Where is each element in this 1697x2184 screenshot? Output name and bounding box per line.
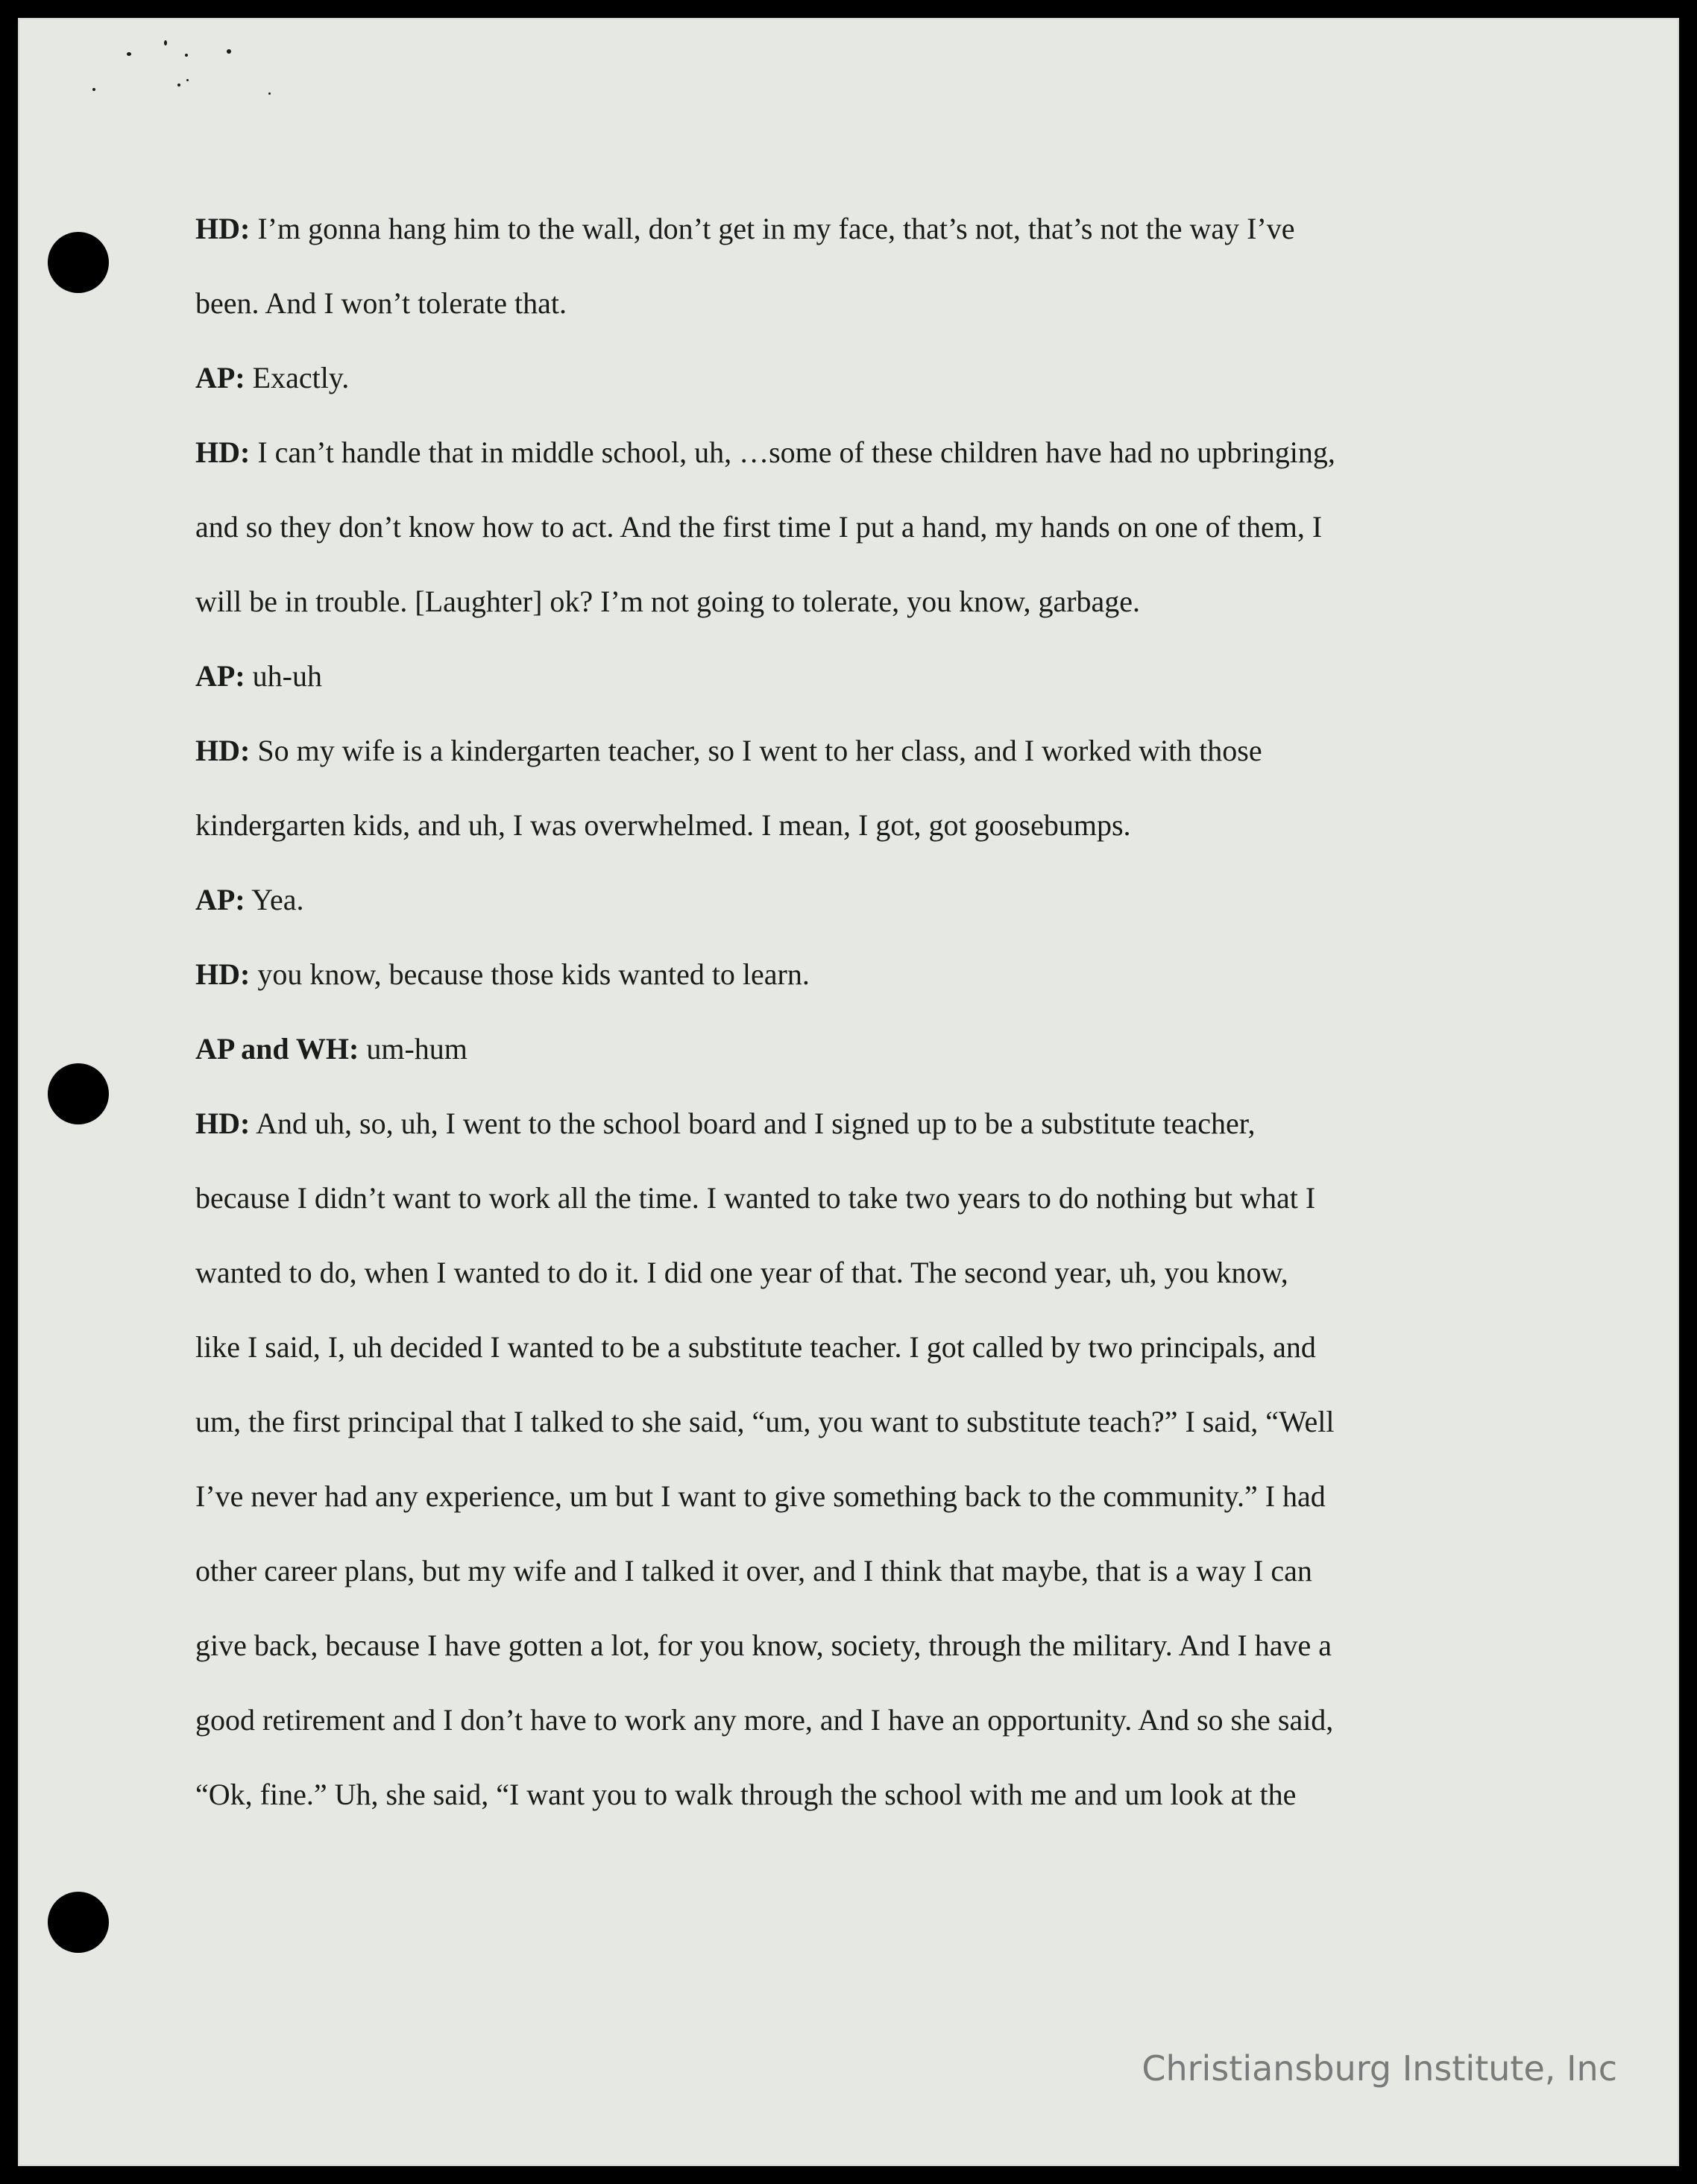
line-text: Yea. (251, 883, 304, 916)
transcript-paragraph (195, 937, 1508, 1012)
watermark-text: Christiansburg Institute, Inc (1142, 2048, 1617, 2089)
transcript-line (195, 1608, 1508, 1683)
transcript-line (195, 1236, 1508, 1310)
line-text: good retirement and I don’t have to work any more, and I have an opportunity. And so she said, (195, 1703, 1334, 1737)
speaker-label: HD: (195, 1107, 251, 1140)
speaker-label: AP: (195, 883, 245, 916)
ink-speck (177, 84, 180, 86)
ink-speck (127, 52, 131, 56)
line-text: I’ve never had any experience, um but I want to give something back to the community.” I had (195, 1479, 1326, 1513)
line-text: I can’t handle that in middle school, uh, …some of these children have had no upbringing, (257, 435, 1335, 469)
speaker-label: HD: (195, 734, 251, 767)
line-text: I’m gonna hang him to the wall, don’t get in my face, that’s not, that’s not the way I’ve (257, 212, 1295, 245)
ink-speck (185, 54, 188, 57)
transcript-paragraph (195, 1012, 1508, 1086)
line-text: will be in trouble. [Laughter] ok? I’m not going to tolerate, you know, garbage. (195, 585, 1141, 618)
transcript-line (195, 1385, 1508, 1459)
line-text: other career plans, but my wife and I talked it over, and I think that maybe, that is a way I can (195, 1554, 1312, 1587)
line-text: give back, because I have gotten a lot, for you know, society, through the military. And I have a (195, 1628, 1332, 1662)
speaker-label: HD: (195, 957, 251, 991)
transcript-line (195, 788, 1508, 863)
ink-speck (92, 88, 95, 91)
speaker-label: AP: (195, 361, 245, 394)
line-text: Exactly. (252, 361, 350, 394)
line-text: um-hum (366, 1032, 467, 1066)
line-text: because I didn’t want to work all the time. I wanted to take two years to do nothing but what I (195, 1181, 1316, 1215)
ink-speck (186, 79, 189, 81)
ink-speck (227, 49, 231, 54)
transcript-paragraph (195, 415, 1508, 639)
transcript-paragraph (195, 341, 1508, 415)
transcript-line (195, 937, 1508, 1012)
speaker-label: AP and WH: (195, 1032, 359, 1066)
line-text: kindergarten kids, and uh, I was overwhelmed. I mean, I got, got goosebumps. (195, 808, 1131, 842)
transcript-line (195, 490, 1508, 564)
line-text: And uh, so, uh, I went to the school board and I signed up to be a substitute teacher, (256, 1107, 1256, 1140)
line-text: wanted to do, when I wanted to do it. I did one year of that. The second year, uh, you know, (195, 1256, 1288, 1289)
binder-hole (48, 1892, 109, 1953)
line-text: been. And I won’t tolerate that. (195, 286, 567, 320)
line-text: um, the first principal that I talked to she said, “um, you want to substitute teach?” I said, “Well (195, 1405, 1335, 1438)
transcript-line (195, 1086, 1508, 1161)
ink-speck (164, 40, 167, 45)
transcript-line (195, 1534, 1508, 1608)
transcript-body (195, 192, 1508, 1832)
line-text: like I said, I, uh decided I wanted to be a substitute teacher. I got called by two principals, and (195, 1330, 1316, 1364)
speaker-label: HD: (195, 212, 251, 245)
transcript-line (195, 1459, 1508, 1534)
line-text: So my wife is a kindergarten teacher, so I went to her class, and I worked with those (257, 734, 1262, 767)
transcript-line (195, 192, 1508, 266)
transcript-paragraph (195, 714, 1508, 863)
binder-hole (48, 1063, 109, 1124)
transcript-paragraph (195, 192, 1508, 341)
transcript-line (195, 1683, 1508, 1757)
speaker-label: AP: (195, 659, 245, 693)
ink-speck (268, 92, 271, 95)
transcript-line (195, 341, 1508, 415)
transcript-line (195, 1161, 1508, 1236)
transcript-line (195, 415, 1508, 490)
line-text: “Ok, fine.” Uh, she said, “I want you to walk through the school with me and um look at the (195, 1778, 1297, 1811)
transcript-line (195, 714, 1508, 788)
transcript-paragraph (195, 863, 1508, 937)
transcript-paragraph (195, 639, 1508, 714)
transcript-line (195, 564, 1508, 639)
transcript-line (195, 1012, 1508, 1086)
transcript-line (195, 266, 1508, 341)
speaker-label: HD: (195, 435, 251, 469)
binder-hole (48, 232, 109, 293)
transcript-line (195, 1757, 1508, 1832)
transcript-line (195, 863, 1508, 937)
line-text: and so they don’t know how to act. And the first time I put a hand, my hands on one of them, I (195, 510, 1323, 544)
transcript-line (195, 639, 1508, 714)
transcript-line (195, 1310, 1508, 1385)
line-text: you know, because those kids wanted to learn. (257, 957, 810, 991)
line-text: uh-uh (252, 659, 322, 693)
transcript-paragraph (195, 1086, 1508, 1832)
